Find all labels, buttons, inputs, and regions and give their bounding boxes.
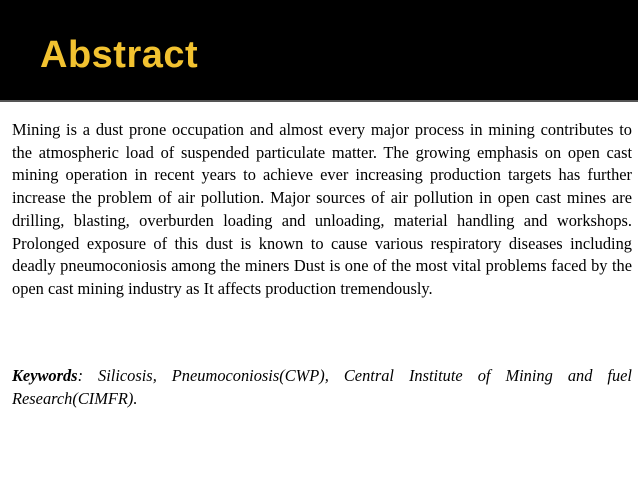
keywords-label: Keywords [12, 366, 78, 385]
slide-title: Abstract [40, 34, 199, 76]
keywords-list: : Silicosis, Pneumoconiosis(CWP), Central Institute of Mining and fuel Research(CIMFR). [12, 366, 632, 408]
abstract-paragraph: Mining is a dust prone occupation and almost every major process in mining contributes to the atmospheric load of suspended particulate matter. The growing emphasis on open cast mining operation in recent years to achieve ever increasing production targets has further increase the problem of air pollution. Major sources of air pollution in open cast mines are drilling, blasting, overburden loading and unloading, material handling and workshops. Prolonged exposure of this dust is known to cause various respiratory diseases including deadly pneumoconiosis among the miners Dust is one of the most vital problems faced by the open cast mining industry as It affects production tremendously. [12, 120, 632, 298]
keywords-paragraph [12, 365, 632, 410]
title-bar-divider [0, 100, 638, 102]
title-bar [0, 0, 638, 100]
